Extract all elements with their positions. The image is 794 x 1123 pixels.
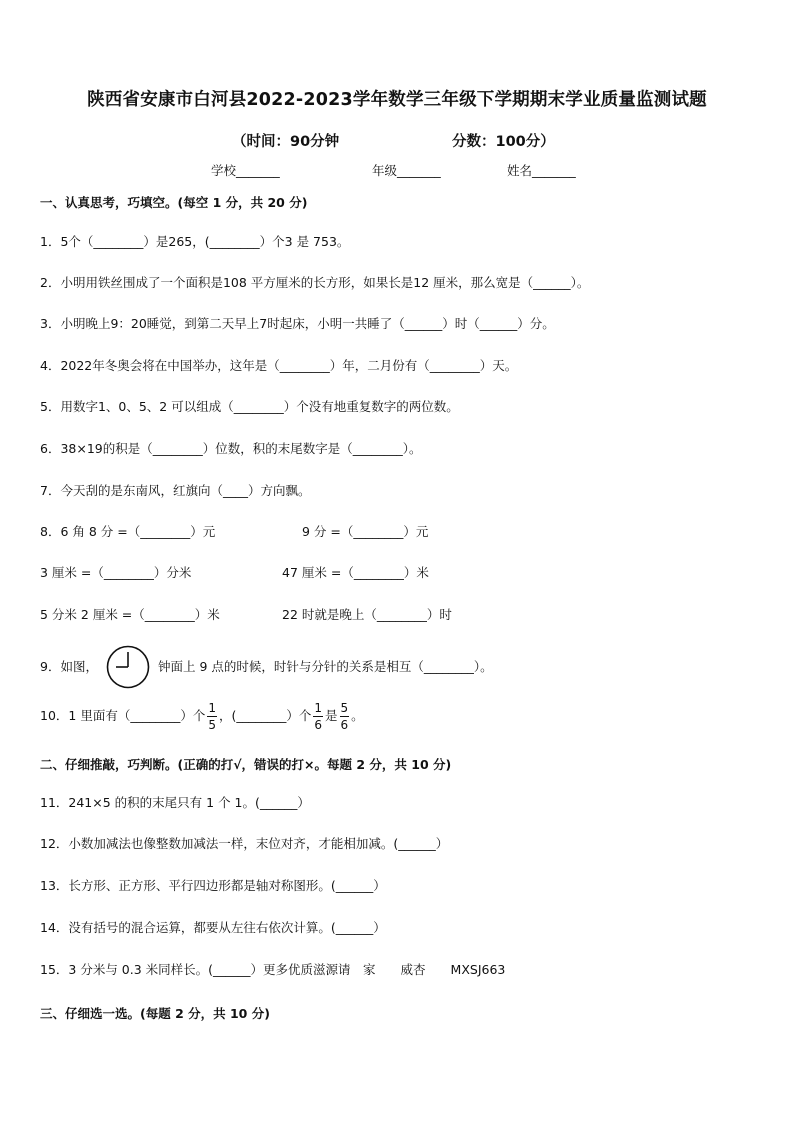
exam-score: 分数：100分） [452, 134, 555, 150]
question-9-text: 钟面上 9 点的时候，时针与分针的关系是相互（________）。 [158, 659, 493, 674]
question-2: 2．小明用铁丝围成了一个面积是108 平方厘米的长方形，如果长是12 厘米，那么宽是（______）。 [40, 275, 590, 290]
question-10-part-a: 10．1 里面有（________）个 [40, 708, 206, 723]
question-8-part-f: 22 时就是晚上（________）时 [282, 607, 452, 622]
question-6: 6．38×19的积是（________）位数，积的末尾数字是（________）。 [40, 441, 422, 456]
clock-face-icon [106, 645, 150, 689]
question-8-part-c: 3 厘米 =（________）分米 [40, 565, 192, 580]
school-field: 学校_______ [211, 163, 280, 178]
question-10-part-d: 。 [351, 708, 364, 723]
question-7: 7．今天刮的是东南风，红旗向（____）方向飘。 [40, 483, 311, 498]
question-13: 13．长方形、正方形、平行四边形都是轴对称图形。(______） [40, 878, 386, 893]
grade-field: 年级_______ [372, 163, 441, 178]
question-8-part-e: 5 分米 2 厘米 =（________）米 [40, 607, 220, 622]
question-11: 11．241×5 的积的末尾只有 1 个 1。(______） [40, 795, 310, 810]
section-3-heading: 三、仔细选一选。(每题 2 分，共 10 分) [40, 1006, 270, 1021]
fraction-one-sixth: $\frac{1}{6}$ [314, 701, 323, 732]
question-4: 4．2022年冬奥会将在中国举办，这年是（________）年，二月份有（________）天。 [40, 358, 518, 373]
section-1-heading: 一、认真思考，巧填空。(每空 1 分，共 20 分) [40, 195, 308, 210]
question-15: 15．3 分米与 0.3 米同样长。(______）更多优质滋源请 家 威杏 MXSJ663 [40, 962, 506, 977]
question-10-part-b: ，(________）个 [218, 708, 312, 723]
exam-time: （时间：90分钟 [232, 134, 340, 150]
page-title: 陕西省安康市白河县2022-2023学年数学三年级下学期期末学业质量监测试题 [87, 90, 707, 110]
question-12: 12．小数加减法也像整数加减法一样，末位对齐，才能相加减。(______） [40, 836, 449, 851]
fraction-one-fifth: $\frac{1}{5}$ [208, 701, 216, 732]
name-field: 姓名_______ [507, 163, 576, 178]
question-8-part-b: 9 分 =（________）元 [302, 524, 429, 539]
question-8-part-a: 8．6 角 8 分 =（________）元 [40, 524, 216, 539]
question-5: 5．用数字1、0、5、2 可以组成（________）个没有地重复数字的两位数。 [40, 399, 459, 414]
question-9-prefix: 9．如图， [40, 659, 98, 674]
question-3: 3．小明晚上9：20睡觉，到第二天早上7时起床，小明一共睡了（______）时（______）分。 [40, 316, 555, 331]
section-2-heading: 二、仔细推敲，巧判断。(正确的打√，错误的打×。每题 2 分，共 10 分) [40, 757, 452, 772]
fraction-five-sixths: $\frac{5}{6}$ [340, 701, 349, 732]
question-10 [40, 702, 364, 731]
question-10-part-c: 是 [325, 708, 338, 723]
question-14: 14．没有括号的混合运算，都要从左往右依次计算。(______） [40, 920, 386, 935]
question-1: 1．5个（________）是265，(________）个3 是 753。 [40, 234, 350, 249]
question-8-part-d: 47 厘米 =（________）米 [282, 565, 429, 580]
